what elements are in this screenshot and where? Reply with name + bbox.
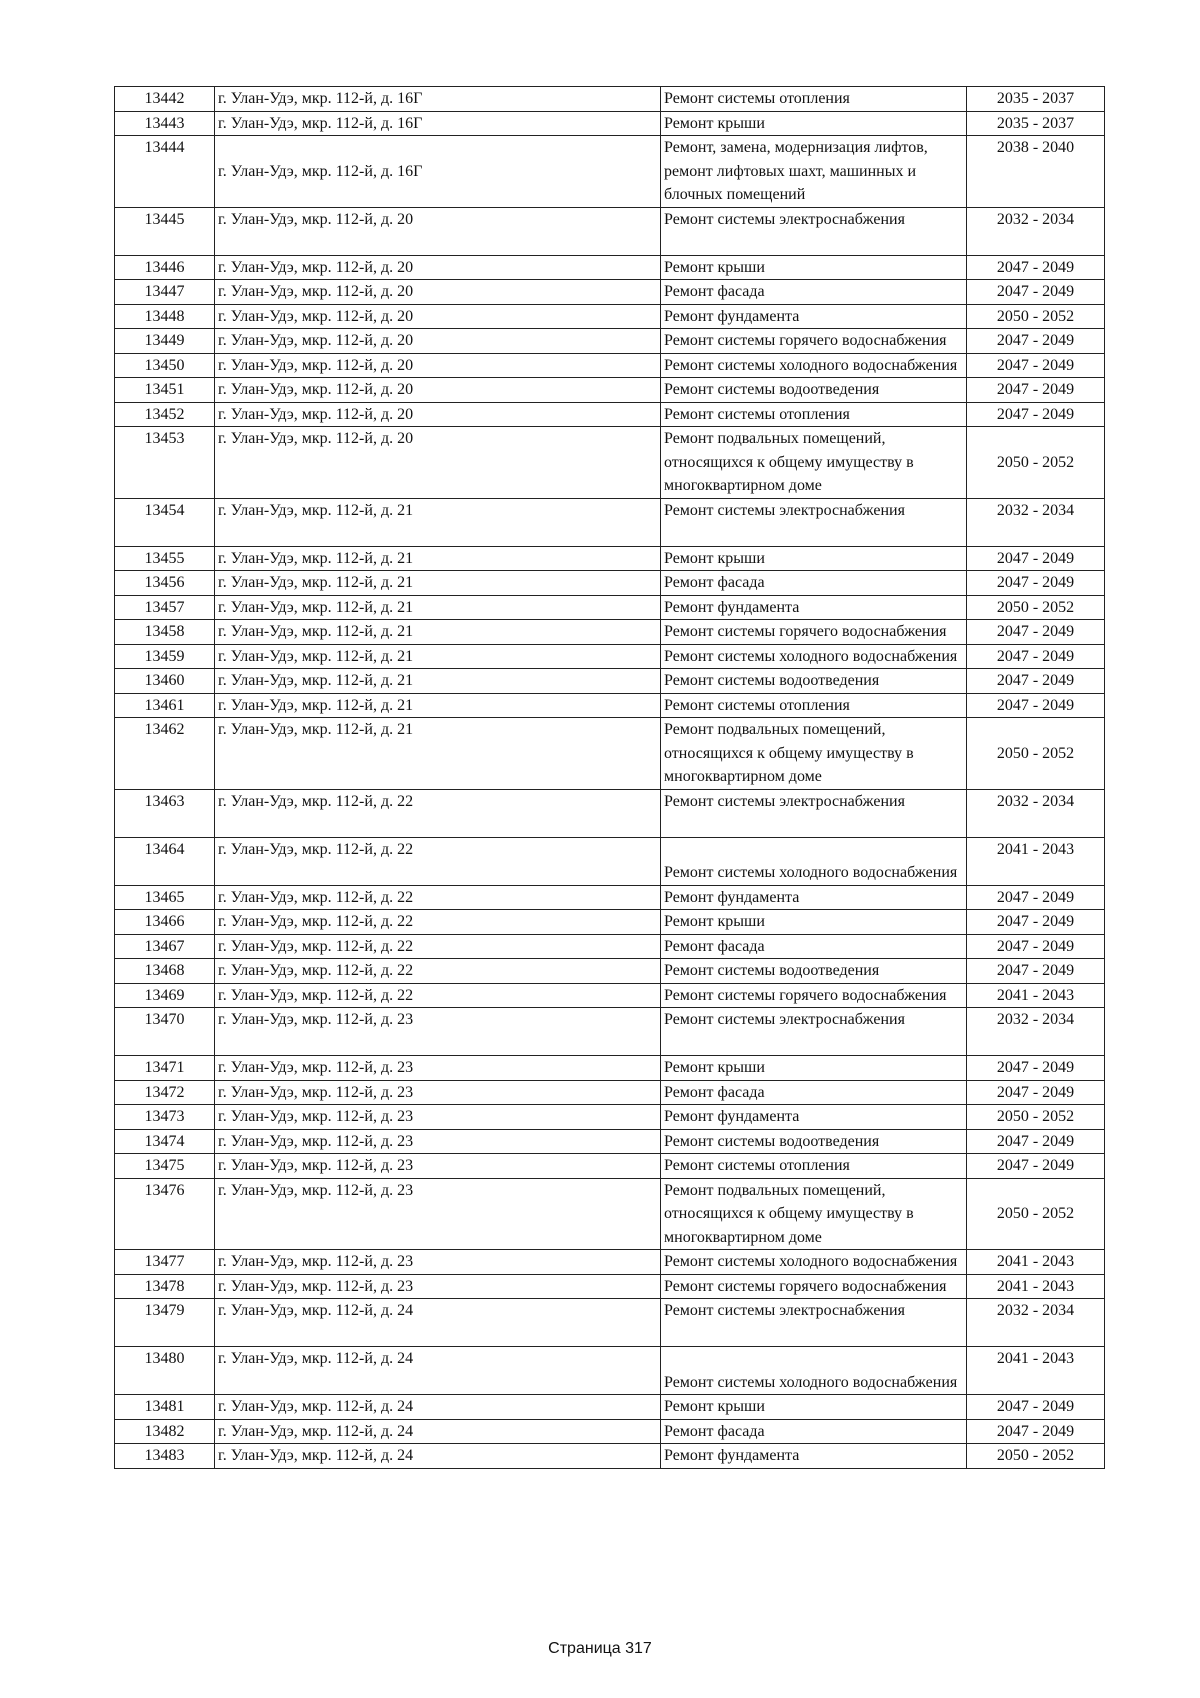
address-cell: г. Улан-Удэ, мкр. 112-й, д. 20 xyxy=(215,378,661,403)
address-cell: г. Улан-Удэ, мкр. 112-й, д. 24 xyxy=(215,1419,661,1444)
period-cell: 2050 - 2052 xyxy=(967,1105,1105,1130)
address-cell: г. Улан-Удэ, мкр. 112-й, д. 23 xyxy=(215,1056,661,1081)
period-cell: 2032 - 2034 xyxy=(967,789,1105,837)
period-cell: 2047 - 2049 xyxy=(967,934,1105,959)
work-type-cell: Ремонт системы электроснабжения xyxy=(661,498,967,546)
address-cell: г. Улан-Удэ, мкр. 112-й, д. 16Г xyxy=(215,136,661,208)
work-type-cell: Ремонт фасада xyxy=(661,1419,967,1444)
table-row xyxy=(115,571,1105,596)
table-row xyxy=(115,789,1105,837)
period-cell: 2047 - 2049 xyxy=(967,353,1105,378)
address-cell: г. Улан-Удэ, мкр. 112-й, д. 20 xyxy=(215,353,661,378)
row-number-cell: 13468 xyxy=(115,959,215,984)
work-type-cell: Ремонт фундамента xyxy=(661,595,967,620)
row-number-cell: 13457 xyxy=(115,595,215,620)
period-cell: 2050 - 2052 xyxy=(967,595,1105,620)
address-cell: г. Улан-Удэ, мкр. 112-й, д. 22 xyxy=(215,837,661,885)
period-cell: 2047 - 2049 xyxy=(967,1056,1105,1081)
row-number-cell: 13448 xyxy=(115,304,215,329)
address-cell: г. Улан-Удэ, мкр. 112-й, д. 23 xyxy=(215,1250,661,1275)
address-cell: г. Улан-Удэ, мкр. 112-й, д. 20 xyxy=(215,207,661,255)
table-row xyxy=(115,693,1105,718)
table-row xyxy=(115,329,1105,354)
work-type-cell: Ремонт системы электроснабжения xyxy=(661,1299,967,1347)
address-cell: г. Улан-Удэ, мкр. 112-й, д. 21 xyxy=(215,595,661,620)
period-cell: 2041 - 2043 xyxy=(967,1274,1105,1299)
address-cell: г. Улан-Удэ, мкр. 112-й, д. 24 xyxy=(215,1395,661,1420)
address-cell: г. Улан-Удэ, мкр. 112-й, д. 24 xyxy=(215,1299,661,1347)
table-row xyxy=(115,498,1105,546)
table-row xyxy=(115,1105,1105,1130)
period-cell: 2047 - 2049 xyxy=(967,1154,1105,1179)
work-type-cell: Ремонт крыши xyxy=(661,546,967,571)
row-number-cell: 13446 xyxy=(115,255,215,280)
address-cell: г. Улан-Удэ, мкр. 112-й, д. 21 xyxy=(215,718,661,790)
table-row xyxy=(115,1250,1105,1275)
table-row xyxy=(115,959,1105,984)
table-row xyxy=(115,718,1105,790)
row-number-cell: 13472 xyxy=(115,1080,215,1105)
row-number-cell: 13467 xyxy=(115,934,215,959)
work-type-cell: Ремонт крыши xyxy=(661,255,967,280)
work-type-cell: Ремонт системы электроснабжения xyxy=(661,1008,967,1056)
row-number-cell: 13463 xyxy=(115,789,215,837)
table-row xyxy=(115,1347,1105,1395)
table-row xyxy=(115,1154,1105,1179)
table-row xyxy=(115,304,1105,329)
address-cell: г. Улан-Удэ, мкр. 112-й, д. 23 xyxy=(215,1129,661,1154)
period-cell: 2035 - 2037 xyxy=(967,111,1105,136)
table-row xyxy=(115,353,1105,378)
address-cell: г. Улан-Удэ, мкр. 112-й, д. 21 xyxy=(215,546,661,571)
table-row xyxy=(115,280,1105,305)
work-type-cell: Ремонт системы отопления xyxy=(661,693,967,718)
address-cell: г. Улан-Удэ, мкр. 112-й, д. 16Г xyxy=(215,87,661,112)
work-type-cell: Ремонт системы холодного водоснабжения xyxy=(661,1347,967,1395)
period-cell: 2047 - 2049 xyxy=(967,693,1105,718)
row-number-cell: 13451 xyxy=(115,378,215,403)
row-number-cell: 13455 xyxy=(115,546,215,571)
table-row xyxy=(115,255,1105,280)
row-number-cell: 13444 xyxy=(115,136,215,208)
row-number-cell: 13445 xyxy=(115,207,215,255)
row-number-cell: 13481 xyxy=(115,1395,215,1420)
work-type-cell: Ремонт крыши xyxy=(661,1056,967,1081)
period-cell: 2038 - 2040 xyxy=(967,136,1105,208)
table-row xyxy=(115,1395,1105,1420)
period-cell: 2047 - 2049 xyxy=(967,669,1105,694)
row-number-cell: 13453 xyxy=(115,427,215,499)
work-type-cell: Ремонт системы водоотведения xyxy=(661,1129,967,1154)
page-number: Страница 317 xyxy=(548,1640,652,1657)
table-row xyxy=(115,595,1105,620)
address-cell: г. Улан-Удэ, мкр. 112-й, д. 23 xyxy=(215,1154,661,1179)
row-number-cell: 13452 xyxy=(115,402,215,427)
period-cell: 2047 - 2049 xyxy=(967,402,1105,427)
document-sheet xyxy=(114,86,1104,1469)
row-number-cell: 13475 xyxy=(115,1154,215,1179)
period-cell: 2047 - 2049 xyxy=(967,571,1105,596)
table-row xyxy=(115,207,1105,255)
row-number-cell: 13454 xyxy=(115,498,215,546)
row-number-cell: 13470 xyxy=(115,1008,215,1056)
address-cell: г. Улан-Удэ, мкр. 112-й, д. 16Г xyxy=(215,111,661,136)
address-cell: г. Улан-Удэ, мкр. 112-й, д. 23 xyxy=(215,1008,661,1056)
row-number-cell: 13442 xyxy=(115,87,215,112)
period-cell: 2047 - 2049 xyxy=(967,1419,1105,1444)
table-row xyxy=(115,1299,1105,1347)
row-number-cell: 13474 xyxy=(115,1129,215,1154)
period-cell: 2032 - 2034 xyxy=(967,498,1105,546)
address-cell: г. Улан-Удэ, мкр. 112-й, д. 24 xyxy=(215,1444,661,1469)
address-cell: г. Улан-Удэ, мкр. 112-й, д. 22 xyxy=(215,983,661,1008)
work-type-cell: Ремонт системы горячего водоснабжения xyxy=(661,329,967,354)
address-cell: г. Улан-Удэ, мкр. 112-й, д. 22 xyxy=(215,789,661,837)
period-cell: 2047 - 2049 xyxy=(967,546,1105,571)
address-cell: г. Улан-Удэ, мкр. 112-й, д. 23 xyxy=(215,1274,661,1299)
work-type-cell: Ремонт подвальных помещений, относящихся к общему имуществу в многоквартирном доме xyxy=(661,1178,967,1250)
address-cell: г. Улан-Удэ, мкр. 112-й, д. 21 xyxy=(215,644,661,669)
address-cell: г. Улан-Удэ, мкр. 112-й, д. 20 xyxy=(215,255,661,280)
period-cell: 2050 - 2052 xyxy=(967,1444,1105,1469)
period-cell: 2050 - 2052 xyxy=(967,1178,1105,1250)
period-cell: 2041 - 2043 xyxy=(967,1347,1105,1395)
row-number-cell: 13462 xyxy=(115,718,215,790)
work-type-cell: Ремонт фасада xyxy=(661,934,967,959)
table-row xyxy=(115,546,1105,571)
work-type-cell: Ремонт системы водоотведения xyxy=(661,669,967,694)
address-cell: г. Улан-Удэ, мкр. 112-й, д. 23 xyxy=(215,1178,661,1250)
address-cell: г. Улан-Удэ, мкр. 112-й, д. 22 xyxy=(215,959,661,984)
period-cell: 2047 - 2049 xyxy=(967,644,1105,669)
table-row xyxy=(115,983,1105,1008)
work-type-cell: Ремонт фундамента xyxy=(661,885,967,910)
work-type-cell: Ремонт крыши xyxy=(661,111,967,136)
row-number-cell: 13466 xyxy=(115,910,215,935)
row-number-cell: 13480 xyxy=(115,1347,215,1395)
period-cell: 2041 - 2043 xyxy=(967,983,1105,1008)
address-cell: г. Улан-Удэ, мкр. 112-й, д. 22 xyxy=(215,885,661,910)
table-row xyxy=(115,837,1105,885)
work-type-cell: Ремонт системы горячего водоснабжения xyxy=(661,1274,967,1299)
table-row xyxy=(115,1444,1105,1469)
table-row xyxy=(115,402,1105,427)
address-cell: г. Улан-Удэ, мкр. 112-й, д. 20 xyxy=(215,280,661,305)
period-cell: 2035 - 2037 xyxy=(967,87,1105,112)
period-cell: 2047 - 2049 xyxy=(967,1395,1105,1420)
table-row xyxy=(115,1129,1105,1154)
row-number-cell: 13447 xyxy=(115,280,215,305)
work-type-cell: Ремонт системы холодного водоснабжения xyxy=(661,837,967,885)
address-cell: г. Улан-Удэ, мкр. 112-й, д. 21 xyxy=(215,571,661,596)
address-cell: г. Улан-Удэ, мкр. 112-й, д. 23 xyxy=(215,1105,661,1130)
row-number-cell: 13478 xyxy=(115,1274,215,1299)
period-cell: 2032 - 2034 xyxy=(967,1008,1105,1056)
row-number-cell: 13443 xyxy=(115,111,215,136)
table-row xyxy=(115,620,1105,645)
period-cell: 2047 - 2049 xyxy=(967,1080,1105,1105)
table-row xyxy=(115,934,1105,959)
work-type-cell: Ремонт системы горячего водоснабжения xyxy=(661,620,967,645)
table-row xyxy=(115,1178,1105,1250)
table-body xyxy=(115,87,1105,1469)
work-type-cell: Ремонт фундамента xyxy=(661,1444,967,1469)
address-cell: г. Улан-Удэ, мкр. 112-й, д. 20 xyxy=(215,427,661,499)
period-cell: 2050 - 2052 xyxy=(967,718,1105,790)
period-cell: 2047 - 2049 xyxy=(967,885,1105,910)
table-row xyxy=(115,885,1105,910)
work-type-cell: Ремонт системы водоотведения xyxy=(661,378,967,403)
row-number-cell: 13483 xyxy=(115,1444,215,1469)
period-cell: 2047 - 2049 xyxy=(967,910,1105,935)
address-cell: г. Улан-Удэ, мкр. 112-й, д. 22 xyxy=(215,934,661,959)
row-number-cell: 13465 xyxy=(115,885,215,910)
row-number-cell: 13476 xyxy=(115,1178,215,1250)
row-number-cell: 13461 xyxy=(115,693,215,718)
period-cell: 2050 - 2052 xyxy=(967,427,1105,499)
work-type-cell: Ремонт системы отопления xyxy=(661,87,967,112)
period-cell: 2047 - 2049 xyxy=(967,329,1105,354)
table-row xyxy=(115,1080,1105,1105)
address-cell: г. Улан-Удэ, мкр. 112-й, д. 23 xyxy=(215,1080,661,1105)
address-cell: г. Улан-Удэ, мкр. 112-й, д. 20 xyxy=(215,304,661,329)
table-row xyxy=(115,87,1105,112)
work-type-cell: Ремонт фундамента xyxy=(661,1105,967,1130)
work-type-cell: Ремонт системы горячего водоснабжения xyxy=(661,983,967,1008)
address-cell: г. Улан-Удэ, мкр. 112-й, д. 21 xyxy=(215,693,661,718)
row-number-cell: 13449 xyxy=(115,329,215,354)
row-number-cell: 13456 xyxy=(115,571,215,596)
work-type-cell: Ремонт крыши xyxy=(661,910,967,935)
work-type-cell: Ремонт фасада xyxy=(661,280,967,305)
address-cell: г. Улан-Удэ, мкр. 112-й, д. 20 xyxy=(215,329,661,354)
table-row xyxy=(115,1008,1105,1056)
work-type-cell: Ремонт системы электроснабжения xyxy=(661,789,967,837)
row-number-cell: 13458 xyxy=(115,620,215,645)
work-type-cell: Ремонт крыши xyxy=(661,1395,967,1420)
row-number-cell: 13460 xyxy=(115,669,215,694)
address-cell: г. Улан-Удэ, мкр. 112-й, д. 24 xyxy=(215,1347,661,1395)
address-cell: г. Улан-Удэ, мкр. 112-й, д. 21 xyxy=(215,669,661,694)
row-number-cell: 13464 xyxy=(115,837,215,885)
row-number-cell: 13477 xyxy=(115,1250,215,1275)
table-row xyxy=(115,111,1105,136)
period-cell: 2041 - 2043 xyxy=(967,837,1105,885)
period-cell: 2047 - 2049 xyxy=(967,959,1105,984)
work-type-cell: Ремонт фундамента xyxy=(661,304,967,329)
row-number-cell: 13473 xyxy=(115,1105,215,1130)
table-row xyxy=(115,378,1105,403)
period-cell: 2041 - 2043 xyxy=(967,1250,1105,1275)
row-number-cell: 13459 xyxy=(115,644,215,669)
row-number-cell: 13479 xyxy=(115,1299,215,1347)
period-cell: 2047 - 2049 xyxy=(967,378,1105,403)
work-type-cell: Ремонт фасада xyxy=(661,571,967,596)
work-type-cell: Ремонт подвальных помещений, относящихся к общему имуществу в многоквартирном доме xyxy=(661,718,967,790)
work-type-cell: Ремонт системы водоотведения xyxy=(661,959,967,984)
period-cell: 2047 - 2049 xyxy=(967,255,1105,280)
work-type-cell: Ремонт системы электроснабжения xyxy=(661,207,967,255)
period-cell: 2032 - 2034 xyxy=(967,207,1105,255)
repair-schedule-table xyxy=(114,86,1105,1469)
work-type-cell: Ремонт системы отопления xyxy=(661,1154,967,1179)
period-cell: 2050 - 2052 xyxy=(967,304,1105,329)
period-cell: 2047 - 2049 xyxy=(967,280,1105,305)
row-number-cell: 13482 xyxy=(115,1419,215,1444)
work-type-cell: Ремонт подвальных помещений, относящихся к общему имуществу в многоквартирном доме xyxy=(661,427,967,499)
table-row xyxy=(115,427,1105,499)
period-cell: 2047 - 2049 xyxy=(967,1129,1105,1154)
address-cell: г. Улан-Удэ, мкр. 112-й, д. 20 xyxy=(215,402,661,427)
work-type-cell: Ремонт системы холодного водоснабжения xyxy=(661,644,967,669)
address-cell: г. Улан-Удэ, мкр. 112-й, д. 21 xyxy=(215,498,661,546)
table-row xyxy=(115,910,1105,935)
period-cell: 2047 - 2049 xyxy=(967,620,1105,645)
work-type-cell: Ремонт системы отопления xyxy=(661,402,967,427)
period-cell: 2032 - 2034 xyxy=(967,1299,1105,1347)
address-cell: г. Улан-Удэ, мкр. 112-й, д. 21 xyxy=(215,620,661,645)
table-row xyxy=(115,644,1105,669)
work-type-cell: Ремонт системы холодного водоснабжения xyxy=(661,353,967,378)
table-row xyxy=(115,1274,1105,1299)
row-number-cell: 13471 xyxy=(115,1056,215,1081)
table-row xyxy=(115,1056,1105,1081)
table-row xyxy=(115,1419,1105,1444)
table-row xyxy=(115,669,1105,694)
row-number-cell: 13450 xyxy=(115,353,215,378)
work-type-cell: Ремонт фасада xyxy=(661,1080,967,1105)
address-cell: г. Улан-Удэ, мкр. 112-й, д. 22 xyxy=(215,910,661,935)
table-row xyxy=(115,136,1105,208)
row-number-cell: 13469 xyxy=(115,983,215,1008)
work-type-cell: Ремонт, замена, модернизация лифтов, ремонт лифтовых шахт, машинных и блочных помещений xyxy=(661,136,967,208)
work-type-cell: Ремонт системы холодного водоснабжения xyxy=(661,1250,967,1275)
